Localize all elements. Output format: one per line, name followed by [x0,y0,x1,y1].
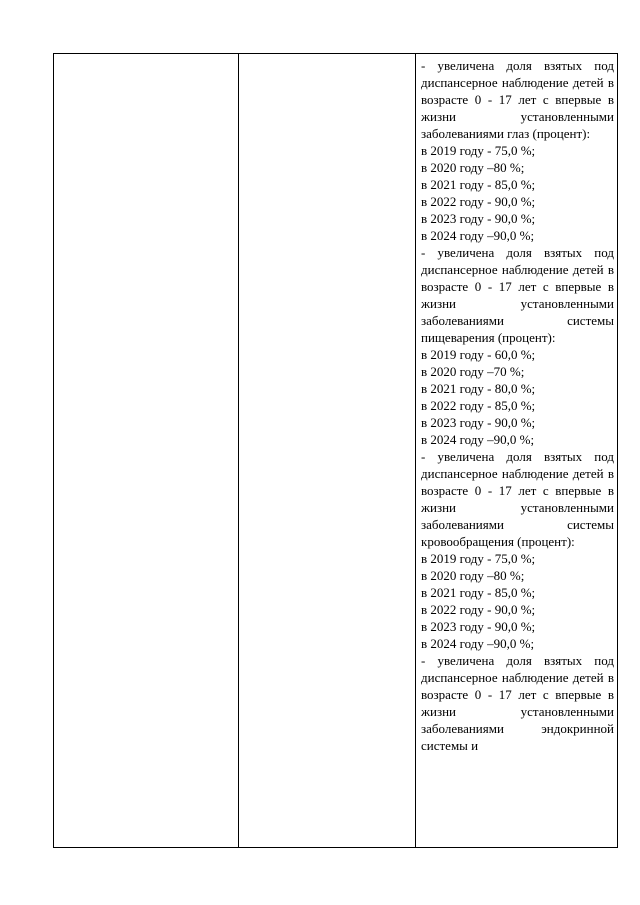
indicator-year-value: в 2023 году - 90,0 %; [421,211,536,226]
indicator-table [53,53,618,848]
indicator-year-value: в 2020 году –80 %; [421,160,525,175]
indicator-year-value: в 2023 году - 90,0 %; [421,619,536,634]
indicator-year-value: в 2021 году - 80,0 %; [421,381,536,396]
indicator-year-value: в 2020 году –80 %; [421,568,525,583]
indicator-year-value: в 2021 году - 85,0 %; [421,177,536,192]
indicator-year-value: в 2022 году - 90,0 %; [421,194,536,209]
indicator-year-value: в 2024 году –90,0 %; [421,636,535,651]
indicator-year-value: в 2019 году - 75,0 %; [421,551,536,566]
indicator-year-value: в 2024 году –90,0 %; [421,228,535,243]
table-row [54,54,618,848]
indicator-year-value: в 2020 году –70 %; [421,364,525,379]
indicators-text [416,54,617,754]
indicator-heading: - увеличена доля взятых под диспансерное наблюдение детей в возрасте 0 - 17 лет с впервые в жизни установленными заболеваниями системы кровообращения (процент): [421,449,614,549]
indicator-year-value: в 2021 году - 85,0 %; [421,585,536,600]
indicator-heading: - увеличена доля взятых под диспансерное наблюдение детей в возрасте 0 - 17 лет с впервые в жизни установленными заболеваниями эндокринной системы и [421,653,614,753]
indicator-heading: - увеличена доля взятых под диспансерное наблюдение детей в возрасте 0 - 17 лет с впервые в жизни установленными заболеваниями глаз (процент): [421,58,614,141]
indicator-year-value: в 2024 году –90,0 %; [421,432,535,447]
indicator-year-value: в 2023 году - 90,0 %; [421,415,536,430]
indicator-year-value: в 2022 году - 90,0 %; [421,602,536,617]
indicator-heading: - увеличена доля взятых под диспансерное наблюдение детей в возрасте 0 - 17 лет с впервые в жизни установленными заболеваниями системы пищеварения (процент): [421,245,614,345]
table-cell-indicators [416,54,618,848]
indicator-year-value: в 2022 году - 85,0 %; [421,398,536,413]
indicator-year-value: в 2019 году - 60,0 %; [421,347,536,362]
table-cell-empty-1 [54,54,239,848]
indicator-year-value: в 2019 году - 75,0 %; [421,143,536,158]
table-cell-empty-2 [239,54,416,848]
